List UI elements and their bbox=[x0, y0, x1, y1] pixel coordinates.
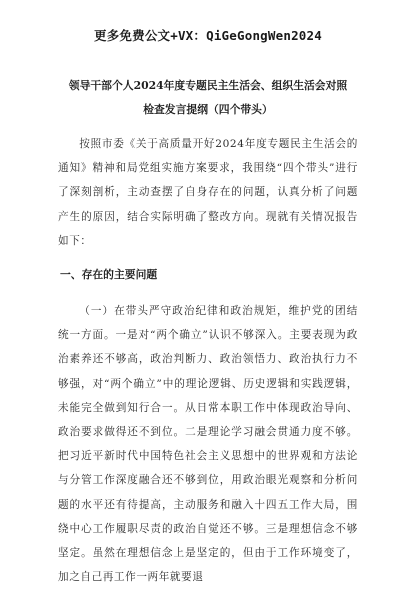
document-title-line-1: 领导干部个人2024年度专题民主生活会、组织生活会对照 bbox=[68, 79, 348, 92]
document-title-line-2: 检查发言提纲（四个带头） bbox=[143, 103, 273, 116]
promo-banner: 更多免费公文+VX：QiGeGongWen2024 bbox=[94, 28, 322, 43]
document-title bbox=[58, 74, 358, 122]
section-heading: 一、存在的主要问题 bbox=[60, 268, 158, 282]
body-paragraph: （一）在带头严守政治纪律和政治规矩，维护党的团结统一方面。一是对“两个确立”认识不够深入。主要表现为政治素养还不够高，政治判断力、政治领悟力、政治执行力不够强，对“两个确立”中的理论逻辑、历史逻辑和实践逻辑，未能完全做到知行合一。从日常本职工作中体现政治导向、政治要求做得还不到位。二是理论学习融会贯通力度不够。把习近平新时代中国特色社会主义思想中的世界观和方法论与分管工作深度融合还不够到位，用政治眼光观察和分析问题的水平还有待提高，主动服务和融入十四五工作大局，围绕中心工作履职尽责的政治自觉还不够。三是理想信念不够坚定。虽然在理想信念上是坚定的，但由于工作环境变了，加之自己再工作一两年就要退 bbox=[58, 305, 358, 584]
intro-paragraph: 按照市委《关于高质量开好2024年度专题民主生活会的通知》精神和局党组实施方案要求，我围绕“四个带头”进行了深刻剖析，主动查摆了自身存在的问题，认真分析了问题产生的原因，结合实际明确了整改方向。现就有关情况报告如下： bbox=[58, 138, 358, 247]
